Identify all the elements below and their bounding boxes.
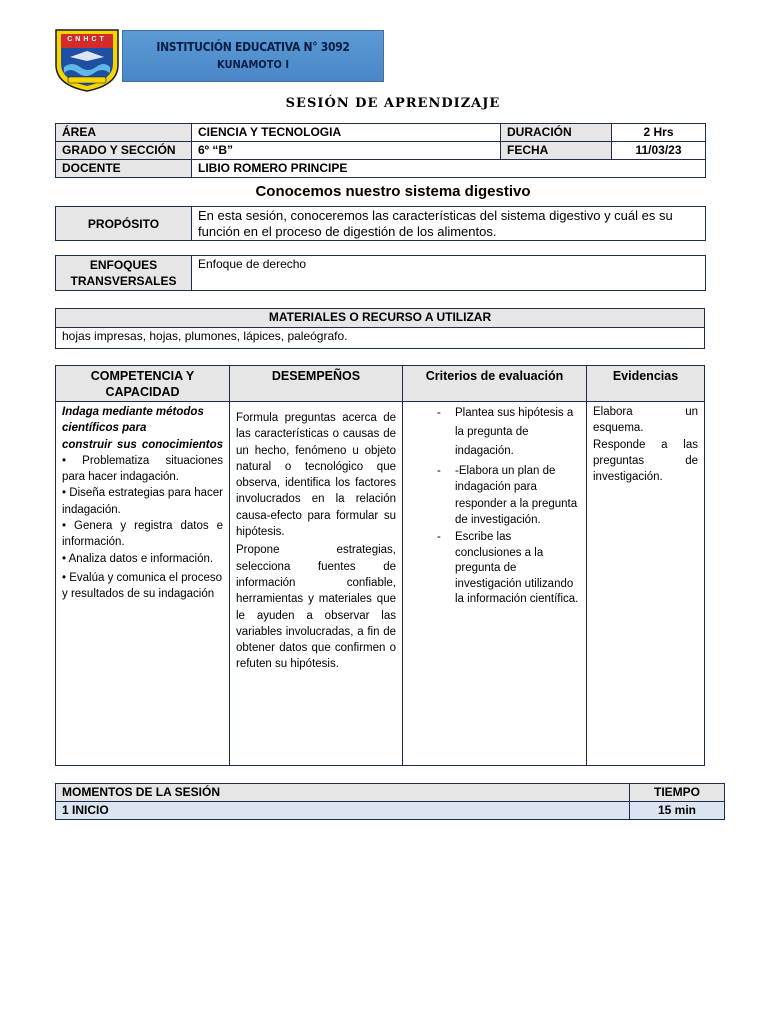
document-title: SESIÓN DE APRENDIZAJE: [285, 96, 501, 111]
purpose-text: En esta sesión, conoceremos las características del sistema digestivo y cuál es su función en el proceso de digestión de los alimentos.: [192, 207, 706, 241]
approaches-text: Enfoque de derecho: [192, 256, 706, 291]
capacity-item: • Diseña estrategias para hacer indagación.: [62, 487, 223, 516]
duration-value: 2 Hrs: [612, 124, 706, 142]
institution-subname: KUNAMOTO I: [217, 58, 289, 71]
moments-table: [55, 783, 725, 820]
institution-name: INSTITUCIÓN EDUCATIVA N° 3092: [156, 40, 350, 54]
approaches-label: [56, 256, 192, 291]
competency-title-2: construir sus conocimientos: [62, 438, 223, 451]
time-label: TIEMPO: [630, 784, 725, 802]
moments-label: MOMENTOS DE LA SESIÓN: [56, 784, 630, 802]
header-performance: DESEMPEÑOS: [230, 366, 403, 402]
school-logo: [52, 27, 122, 93]
approaches-label-line2: TRANSVERSALES: [70, 274, 177, 288]
evidence-item: Elabora un esquema.: [593, 406, 698, 435]
date-value: 11/03/23: [612, 142, 706, 160]
approaches-label-line1: ENFOQUES: [89, 258, 158, 272]
competency-title-1: Indaga mediante métodos científicos para: [62, 406, 204, 435]
performance-cell: [230, 402, 403, 766]
area-label: ÁREA: [56, 124, 192, 142]
teacher-value: LIBIO ROMERO PRINCIPE: [192, 160, 706, 178]
institution-banner: [122, 30, 384, 82]
capacity-item: • Problematiza situaciones para hacer indagación.: [62, 454, 223, 484]
performance-item: Propone estrategias, selecciona fuentes de información confiable, herramientas y materiales que le ayuden a observar las variables involucradas, a fin de obtener datos que confirmen o refuten su hipótesis.: [236, 544, 396, 671]
moment-name: 1 INICIO: [56, 802, 630, 820]
capacity-item: • Evalúa y comunica el proceso y resultados de su indagación: [62, 571, 222, 601]
criteria-item: - -Elabora un plan de indagación para responder a la pregunta de investigación.: [455, 463, 580, 528]
header-criteria: Criterios de evaluación: [403, 366, 587, 402]
competency-table: [55, 365, 705, 766]
materials-table: [55, 308, 705, 349]
logo-text: CNHCT: [67, 36, 107, 43]
performance-item: Formula preguntas acerca de las características o causas de un hecho, fenómeno u objeto natural o tecnológico que observa, identifica los factores involucrados en la relación causa-efecto para formular su hipótesis.: [236, 412, 396, 539]
evidence-cell: [587, 402, 705, 766]
criteria-cell: [403, 402, 587, 766]
header-competency: COMPETENCIA Y CAPACIDAD: [56, 366, 230, 402]
session-topic: Conocemos nuestro sistema digestivo: [255, 183, 531, 200]
approaches-table: [55, 255, 706, 291]
header-evidence: Evidencias: [587, 366, 705, 402]
grade-value: 6º “B”: [192, 142, 501, 160]
date-label: FECHA: [501, 142, 612, 160]
purpose-table: [55, 206, 706, 241]
teacher-label: DOCENTE: [56, 160, 192, 178]
purpose-label: PROPÓSITO: [56, 207, 192, 241]
materials-text: hojas impresas, hojas, plumones, lápices, paleógrafo.: [56, 328, 705, 349]
area-value: CIENCIA Y TECNOLOGIA: [192, 124, 501, 142]
criteria-item: - Plantea sus hipótesis a la pregunta de indagación.: [455, 404, 580, 461]
materials-label: MATERIALES O RECURSO A UTILIZAR: [56, 309, 705, 328]
grade-label: GRADO Y SECCIÓN: [56, 142, 192, 160]
capacity-item: • Genera y registra datos e información.: [62, 520, 223, 549]
criteria-item: - Escribe las conclusiones a la pregunta de investigación utilizando la información científica.: [455, 530, 580, 608]
evidence-item: Responde a las preguntas de investigación.: [593, 438, 698, 484]
competency-cell: [56, 402, 230, 766]
duration-label: DURACIÓN: [501, 124, 612, 142]
info-table: [55, 123, 706, 178]
capacity-item: • Analiza datos e información.: [62, 552, 214, 565]
moment-time: 15 min: [630, 802, 725, 820]
